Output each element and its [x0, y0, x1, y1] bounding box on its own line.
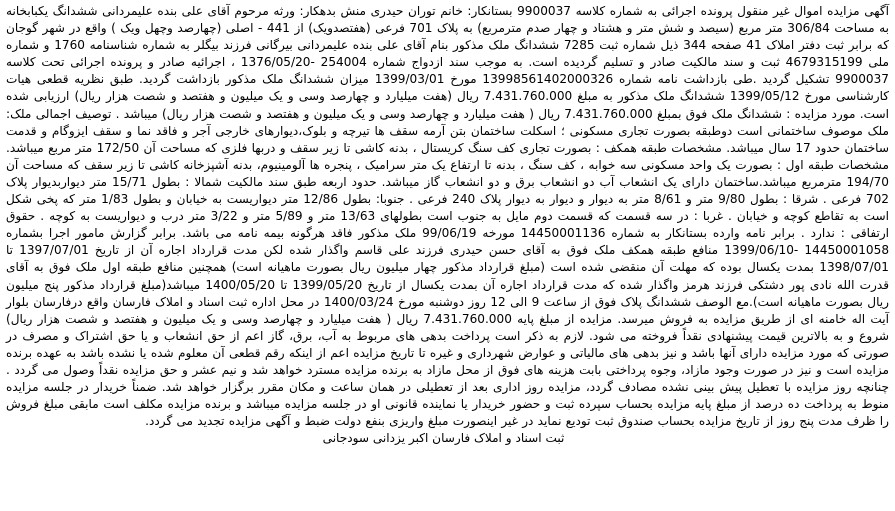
notice-signature: ثبت اسناد و املاک فارسان اکبر یزدانی سودجانی: [322, 431, 565, 446]
auction-notice-text: آگهی مزایده اموال غیر منقول پرونده اجرائی به شماره کلاسه 9900037 بستانکار: خانم توران حیدری منش بدهکار: ورثه مرحوم آقای علی بنده علیمردانی ششدانگ یکبابخانه به مساحت 306/84 متر مربع (سیصد و شش متر و هشتاد و چهار صدم مترمربع) به پلاک 701 فرعی (هفتصدویک) از 441 - اصلی (چهارصد وچهل ویک ) واقع در شهر گوجان که برابر ثبت دفتر املاک 41 صفحه 344 ذیل شماره ثبت 7285 ششدانگ ملک مذکور بنام آقای علی بنده علیمردانی بیرگانی فرزند بیگلر به شماره شناسنامه 1760 و شماره ملی 4679315199 ثبت و سند مالکیت صادر و تسلیم گردیده است. به موجب سند ازدواج شماره 254004 -1376/05/20 ، اجرائیه صادر و پرونده اجرائی تحت کلاسه 9900037 تشکیل گردید .طی بازداشت نامه شماره 13998561402000326 مورخ 1399/03/01 میزان ششدانگ ملک مذکور بازداشت گردید. طبق نظریه قطعی هیات کارشناسی مورخ 1399/05/12 ششدانگ ملک مذکور به مبلغ 7.431.760.000 ریال (هفت میلیارد و چهارصد وسی و یک میلیون و هفتصد و شصت هزار ریال) ارزیابی شده است. مورد مزایده : ششدانگ ملک فوق بمبلغ 7.431.760.000 ریال ( هفت میلیارد و چهارصد وسی و یک میلیون و هفتصد و شصت هزار ریال) میباشد . توصیف اجمالی ملک: ملک موصوف ساختمانی است دوطبقه بصورت تجاری مسکونی ؛ اسکلت ساختمان بتن آرمه سقف ها تیرچه و بلوک،دیوارهای خارجی آجر و فاقد نما و سقف ایزوگام و قدمت ساختمان حدود 17 سال میباشد. مشخصات طبقه همکف : بصورت تجاری کف سنگ کریستال ، بدنه کاشی تا زیر سقف و دربها فلزی که مساحت آن 172/50 متر مربع میباشد. مشخصات طبقه اول : بصورت یک واحد مسکونی سه خوابه ، کف سنگ ، بدنه تا ارتفاع یک متر سرامیک ، پنجره ها آلومینیوم، بدنه آشپزخانه کاشی تا زیر سقف که مساحت آن 194/70 مترمربع میباشد.ساختمان دارای یک انشعاب آب دو انشعاب برق و دو انشعاب گاز میباشد. حدود اربعه طبق سند مالکیت شمالا : بطول 15/71 متر دیواربدیوار پلاک 702 فرعی . شرقا : بطول 9/80 متر و 8/61 متر به دیوار و دیوار به دیوار پلاک 240 فرعی . جنوبا: بطول 12/86 متر دیواریست به خیابان و بطول 1/83 متر که پخی شکل است به تقاطع کوچه و خیابان . غربا : در سه قسمت که قسمت دوم مایل به جنوب است بطولهای 13/63 متر و 5/89 متر و 3/22 متر درب و دیواریست به کوچه . حقوق ارتفاقی : ندارد . برابر نامه وارده بستانکار به شماره 14450001136 مورخه 99/06/19 ملک مذکور فاقد هرگونه بیمه نامه می باشد. برابر گزارش مامور اجرا بشماره 14450001058 -1399/06/10 منافع طبقه همکف ملک فوق به آقای حسن حیدری فرزند علی قاسم واگذار شده لکن مدت قرارداد اجاره آن از تاریخ 1397/07/01 تا 1398/07/01 بمدت یکسال بوده که مهلت آن منقضی شده است (مبلغ قرارداد مذکور چهار میلیون ریال بصورت ماهیانه است) همچنین منافع طبقه اول ملک فوق به آقای قدرت الله نادی پور دشتکی فرزند هرمز واگذار شده که مدت قرارداد اجاره آن بمدت یکسال از تاریخ 1399/05/20 تا 1400/05/20 میباشد(مبلغ قرارداد مذکور پنج میلیون ریال بصورت ماهیانه است).مع الوصف ششدانگ پلاک فوق از ساعت 9 الی 12 روز دوشنبه مورخ 1400/03/24 در محل اداره ثبت اسناد و املاک فارسان واقع درفارسان بلوار آیت اله خامنه ای از طریق مزایده به فروش میرسد. مزایده از مبلغ پایه 7.431.760.000 ریال ( هفت میلیارد و چهارصد وسی و یک میلیون و هفتصد و شصت هزار ریال) شروع و به بالاترین قیمت پیشنهادی نقداً فروخته می شود. لازم به ذکر است پرداخت بدهی های مربوط به آب، برق، گاز اعم از حق انشعاب و یا حق اشتراک و مصرف در صورتی که مورد مزایده دارای آنها باشد و نیز بدهی های مالیاتی و عوارض شهرداری و غیره تا تاریخ مزایده اعم از اینکه رقم قطعی آن معلوم شده یا نشده باشد به عهده برنده مزایده است و نیز در صورت وجود مازاد، وجوه پرداختی بابت هزینه های فوق از محل مازاد به برنده مزایده مسترد خواهد شد و نیم عشر و حق مزایده نقداً وصول می گردد . چنانچه روز مزایده با تعطیل پیش بینی نشده مصادف گردد، مزایده روز اداری بعد از تعطیلی در همان ساعت و مکان مقرر برگزار خواهد شد. ضمناً خریدار در جلسه مزایده منوط به پرداخت ده درصد از مبلغ پایه مزایده بحساب سپرده ثبت و حضور خریدار یا نماینده قانونی او در جلسه مزایده میباشد و برنده مزایده مکلف است مابقی مبلغ فروش را ظرف مدت پنج روز از تاریخ مزایده بحساب صندوق ثبت تودیع نماید در غیر اینصورت مبلغ واریزی بنفع دولت ضبط و آگهی مزایده تجدید می گردد.: [6, 4, 890, 429]
